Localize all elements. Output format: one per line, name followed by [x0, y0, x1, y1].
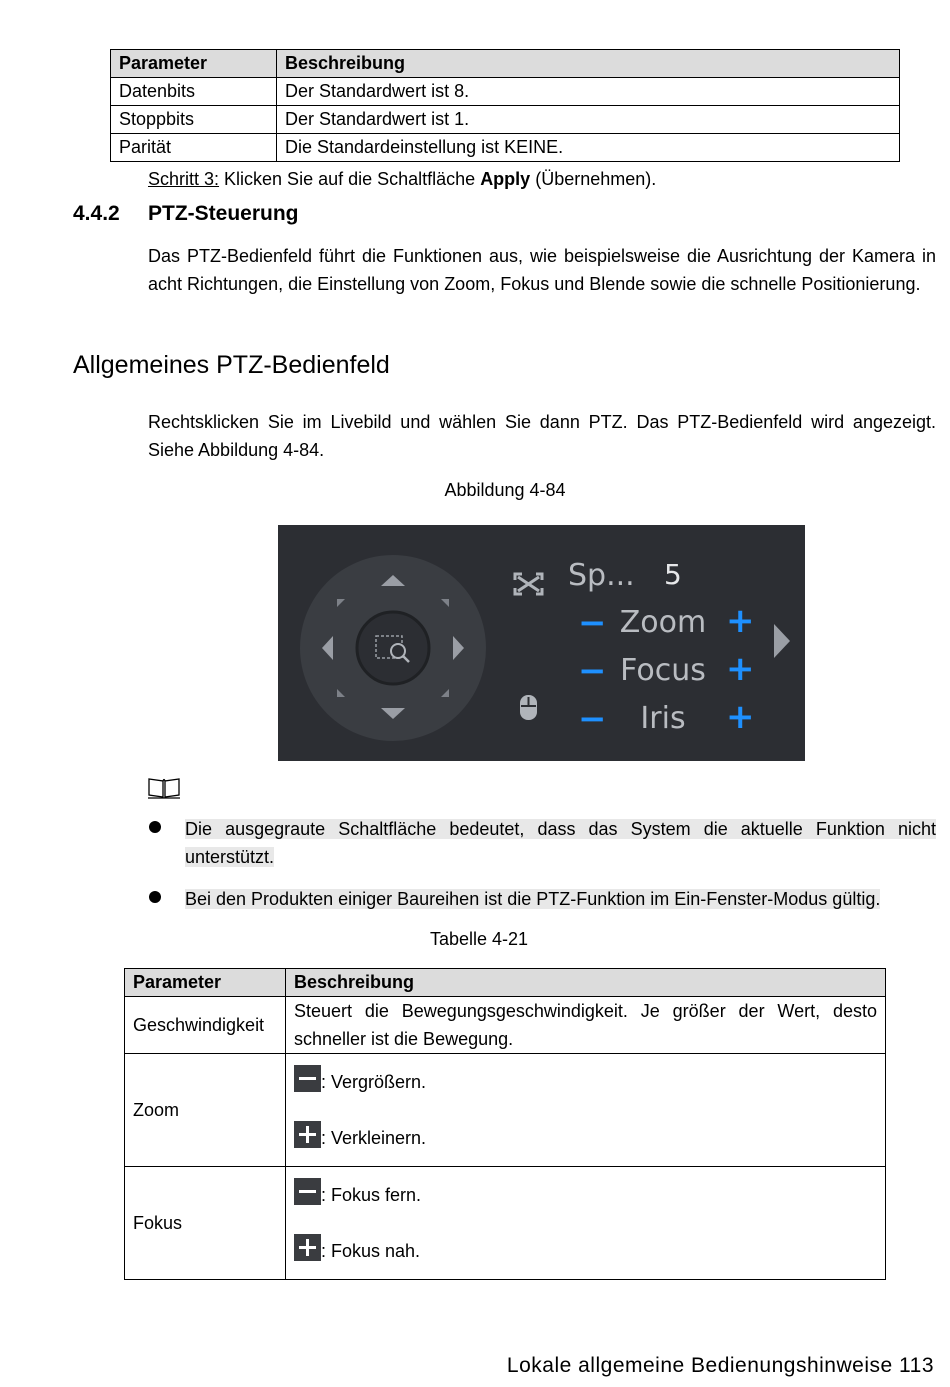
table-header-description: Beschreibung — [286, 969, 886, 997]
minus-icon — [294, 1065, 321, 1092]
fullscreen-icon[interactable] — [515, 574, 542, 594]
footer-text: Lokale allgemeine Bedienungshinweise — [506, 1354, 893, 1377]
zoom-minus-desc: : Vergrößern. — [321, 1072, 427, 1092]
ptz-parameter-table — [124, 968, 886, 1280]
step-text: Klicken Sie auf die Schaltfläche — [219, 169, 481, 189]
speed-value[interactable]: 5 — [664, 558, 682, 591]
section-intro: Das PTZ-Bedienfeld führt die Funktionen aus, wie beispielsweise die Ausrichtung der Kamera in acht Richtungen, die Einstellung von Zoom, Fokus und Blende sowie die schnelle Positionierung. — [148, 246, 936, 294]
note-item — [185, 815, 936, 871]
minus-icon — [294, 1178, 321, 1205]
plus-icon — [294, 1121, 321, 1148]
table-row — [111, 78, 900, 106]
table-cell: Zoom — [125, 1054, 286, 1167]
figure-caption: Abbildung 4-84 — [444, 480, 566, 500]
table-row — [125, 1167, 886, 1280]
table-row — [111, 106, 900, 134]
focus-plus-line — [294, 1223, 877, 1279]
table-caption: Tabelle 4-21 — [429, 929, 529, 949]
table-row — [111, 134, 900, 162]
step-label: Schritt 3: — [148, 169, 220, 189]
table-cell: Datenbits — [111, 78, 277, 106]
focus-label: Focus — [620, 653, 706, 688]
table-cell: Geschwindigkeit — [125, 997, 286, 1054]
focus-minus-button[interactable]: − — [578, 651, 607, 691]
section-number: 4.4.2 — [73, 202, 120, 225]
table-cell — [286, 1167, 886, 1280]
table-header-parameter: Parameter — [111, 50, 277, 78]
step-text-end: (Übernehmen). — [530, 169, 657, 189]
table-header-parameter: Parameter — [125, 969, 286, 997]
bullet-dot — [149, 891, 161, 903]
table-cell: Fokus — [125, 1167, 286, 1280]
iris-minus-button[interactable]: − — [578, 699, 607, 739]
table-cell: Die Standardeinstellung ist KEINE. — [277, 134, 900, 162]
serial-parameter-table — [110, 49, 900, 162]
note-book-icon — [147, 775, 181, 799]
iris-plus-button[interactable]: + — [726, 697, 755, 737]
step-instruction — [148, 165, 656, 193]
note-item — [185, 885, 936, 913]
focus-minus-desc: : Fokus fern. — [321, 1185, 422, 1205]
zoom-plus-desc: : Verkleinern. — [321, 1128, 427, 1148]
table-cell: Der Standardwert ist 8. — [277, 78, 900, 106]
note-text: Die ausgegraute Schaltfläche bedeutet, dass das System die aktuelle Funktion nicht unterstützt. — [185, 819, 936, 867]
mouse-icon[interactable] — [520, 695, 537, 720]
apply-keyword: Apply — [480, 169, 531, 189]
section-title: PTZ-Steuerung — [148, 202, 299, 225]
table-row — [125, 997, 886, 1054]
table-header-description: Beschreibung — [277, 50, 900, 78]
focus-plus-desc: : Fokus nah. — [321, 1241, 421, 1261]
zoom-minus-button[interactable]: − — [578, 603, 607, 643]
table-cell — [286, 1054, 886, 1167]
table-cell: Parität — [111, 134, 277, 162]
speed-label: Sp... — [568, 558, 635, 593]
zoom-plus-button[interactable]: + — [726, 601, 755, 641]
focus-minus-line — [294, 1167, 877, 1223]
zoom-minus-line — [294, 1054, 877, 1110]
page-footer — [507, 1354, 934, 1378]
expand-panel-icon[interactable] — [774, 624, 790, 658]
table-cell: Stoppbits — [111, 106, 277, 134]
iris-label: Iris — [640, 701, 686, 736]
ptz-control-panel — [278, 525, 805, 761]
table-cell: Steuert die Bewegungsgeschwindigkeit. Je größer der Wert, desto schneller ist die Bewegung. — [286, 997, 886, 1054]
plus-icon — [294, 1234, 321, 1261]
table-row — [125, 1054, 886, 1167]
bullet-dot — [149, 821, 161, 833]
zoom-plus-line — [294, 1110, 877, 1166]
table-cell: Der Standardwert ist 1. — [277, 106, 900, 134]
page-number: 113 — [899, 1354, 934, 1377]
subsection-title: Allgemeines PTZ-Bedienfeld — [73, 351, 390, 379]
zoom-label: Zoom — [619, 605, 707, 640]
note-text: Bei den Produkten einiger Baureihen ist die PTZ-Funktion im Ein-Fenster-Modus gültig. — [185, 889, 881, 909]
subsection-text: Rechtsklicken Sie im Livebild und wählen Sie dann PTZ. Das PTZ-Bedienfeld wird angezeigt. Siehe Abbildung 4-84. — [148, 412, 936, 460]
focus-plus-button[interactable]: + — [726, 649, 755, 689]
